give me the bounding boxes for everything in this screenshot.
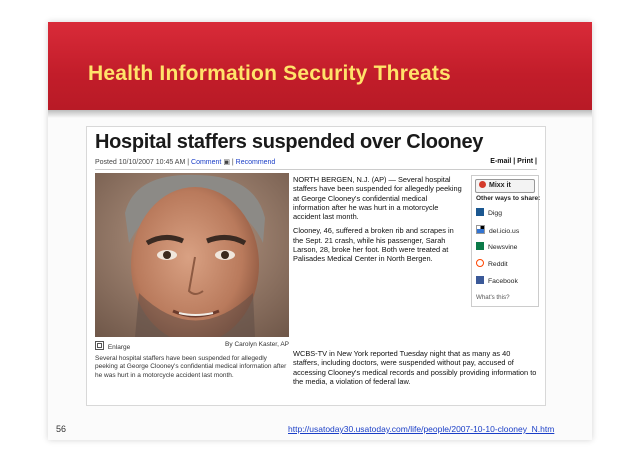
digg-icon — [476, 208, 484, 216]
article-paragraph-3: WCBS-TV in New York reported Tuesday night that as many as 40 staffers, including doctors, were suspended without pay, accused of accessing Clooney's medical records and possibly providing information to the media, a violation of federal law. — [293, 349, 537, 386]
portrait-image — [95, 173, 289, 337]
source-url-link[interactable]: http://usatoday30.usatoday.com/life/people/2007-10-10-clooney_N.htm — [288, 424, 555, 434]
slide-title: Health Information Security Threats — [88, 62, 451, 85]
article-body-narrow — [293, 175, 465, 269]
article-body-wide — [293, 349, 537, 386]
comment-link[interactable]: Comment — [191, 159, 222, 166]
newsvine-icon — [476, 242, 484, 250]
share-box — [471, 175, 539, 307]
posted-bar — [95, 157, 537, 170]
enlarge-icon[interactable] — [95, 341, 104, 350]
photo-caption-row — [95, 341, 289, 351]
share-item-newsvine[interactable] — [476, 242, 517, 254]
email-print-links[interactable]: E-mail | Print | — [490, 158, 537, 165]
clooney-photo[interactable] — [95, 173, 289, 337]
share-item-digg[interactable] — [476, 208, 502, 220]
share-label-digg: Digg — [488, 210, 502, 217]
delicious-icon — [476, 225, 485, 234]
mixx-label: Mixx it — [489, 182, 511, 189]
comment-icon: ▣ — [223, 159, 232, 166]
share-label-facebook: Facebook — [488, 278, 518, 285]
reddit-icon — [476, 259, 484, 267]
other-ways-label: Other ways to share: — [476, 195, 541, 202]
slide-number: 56 — [56, 424, 67, 434]
article-headline: Hospital staffers suspended over Clooney — [95, 131, 484, 153]
slide — [48, 22, 592, 440]
share-item-facebook[interactable] — [476, 276, 518, 288]
title-banner — [48, 22, 592, 110]
share-item-delicious[interactable] — [476, 225, 519, 237]
article-paragraph-2: Clooney, 46, suffered a broken rib and scrapes in the Sept. 21 crash, while his passenger, Sarah Larson, 28, broke her foot. Both were treated at Palisades Medical Center in North Bergen. — [293, 226, 454, 264]
facebook-icon — [476, 276, 484, 284]
article-paragraph-1: NORTH BERGEN, N.J. (AP) — Several hospital staffers have been suspended for allegedly peeking at George Clooney's confidential medical information after he was hurt in a motorcycle accident last month. — [293, 175, 462, 222]
whats-this-link[interactable]: What's this? — [476, 294, 510, 301]
posted-meta: Posted 10/10/2007 10:45 AM | Comment ▣ | Recommend — [95, 159, 276, 166]
posted-date: Posted 10/10/2007 10:45 AM | — [95, 159, 192, 166]
enlarge-link[interactable]: Enlarge — [107, 344, 131, 351]
share-label-delicious: del.icio.us — [489, 228, 520, 235]
photo-credit: By Carolyn Kaster, AP — [225, 341, 289, 348]
banner-shadow — [48, 110, 592, 118]
mixx-button[interactable] — [475, 179, 535, 193]
share-item-reddit[interactable] — [476, 259, 508, 271]
recommend-link[interactable]: Recommend — [235, 159, 276, 166]
article-screenshot — [86, 126, 546, 406]
mixx-icon — [479, 181, 486, 188]
share-label-newsvine: Newsvine — [488, 244, 518, 251]
photo-caption: Several hospital staffers have been suspended for allegedly peeking at George Clooney's confidential medical information after he was hurt in a motorcycle accident last month. — [95, 355, 287, 379]
share-label-reddit: Reddit — [488, 261, 508, 268]
